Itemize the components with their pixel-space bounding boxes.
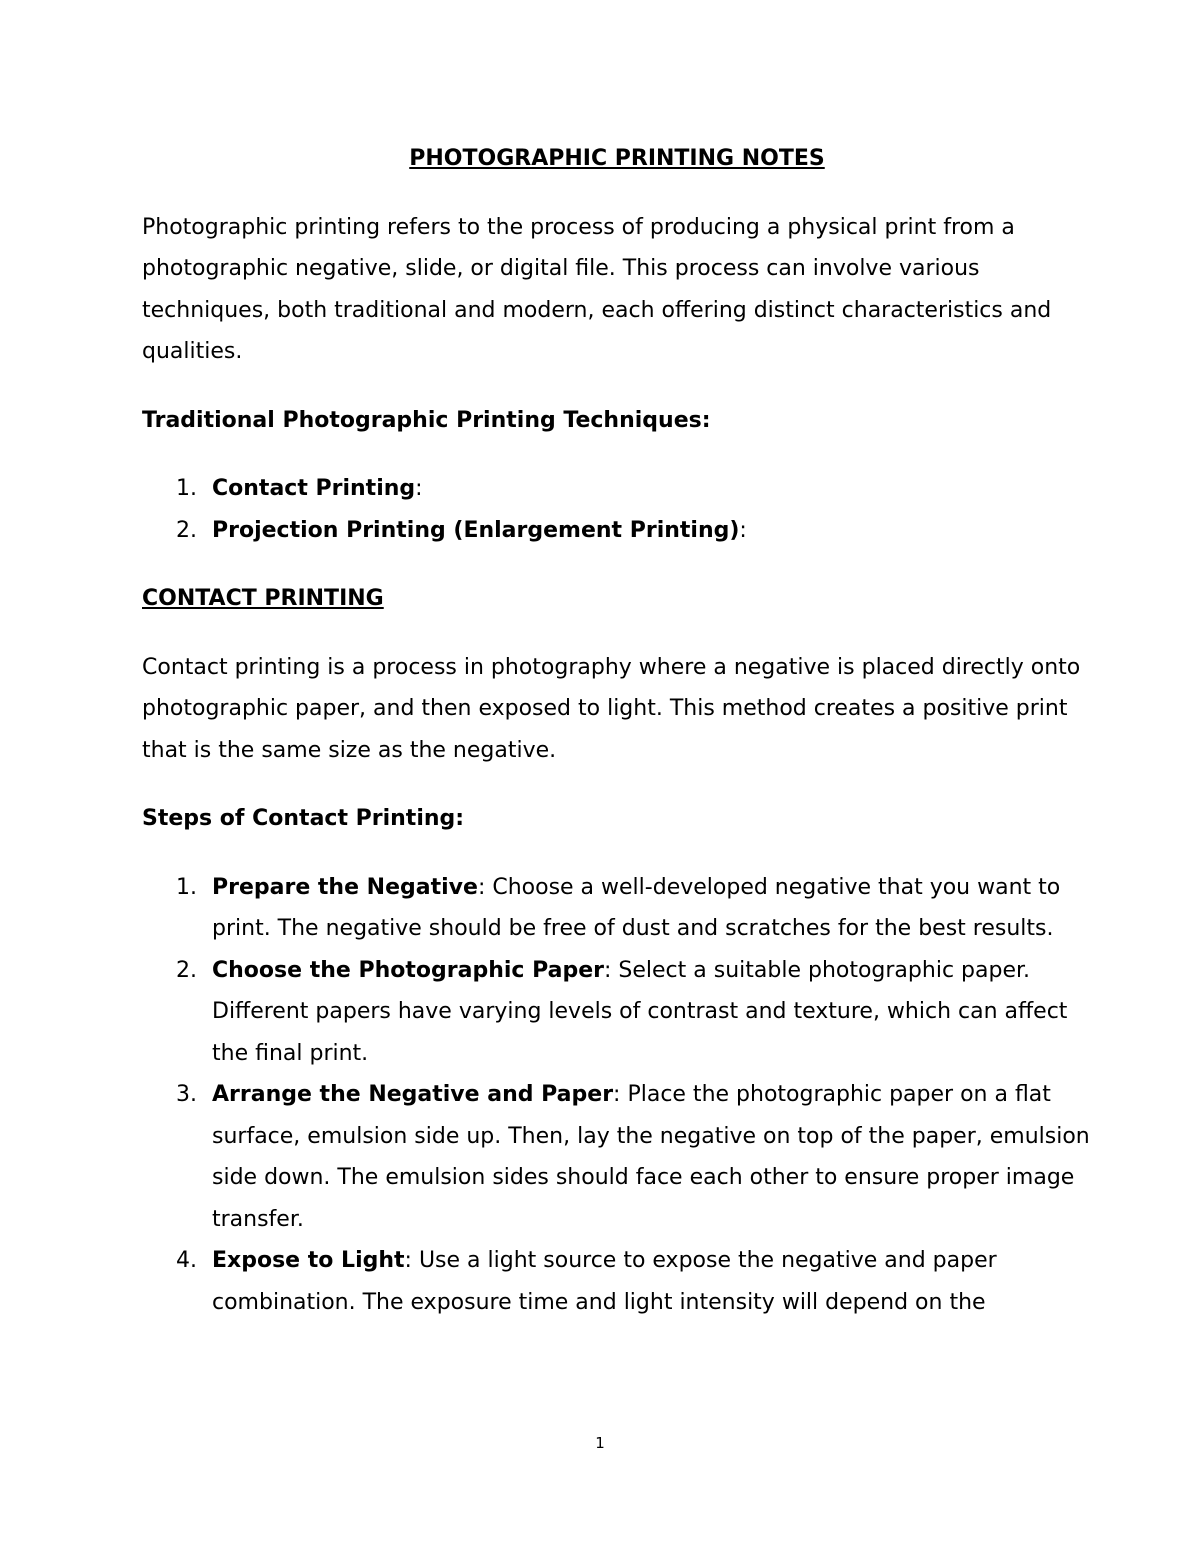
list-item — [142, 950, 1092, 1075]
list-text: : Place the photographic paper on a flat surface, emulsion side up. Then, lay the negative on top of the paper, emulsion side down. The emulsion sides should face each other to ensure proper image transfer. — [212, 1082, 1090, 1232]
list-term: Choose the Photographic Paper — [212, 957, 604, 983]
contact-printing-heading: CONTACT PRINTING — [142, 586, 384, 611]
list-number: 4. — [176, 1248, 197, 1273]
list-number: 2. — [176, 517, 197, 543]
list-number: 1. — [176, 476, 197, 501]
list-number: 3. — [176, 1082, 197, 1107]
document-title: PHOTOGRAPHIC PRINTING NOTES — [409, 146, 825, 171]
steps-list — [142, 867, 1092, 1324]
list-item — [142, 510, 1092, 552]
list-text: : Use a light source to expose the negative and paper combination. The exposure time and light intensity will depend on the — [212, 1248, 997, 1315]
list-text: : — [415, 476, 423, 501]
list-number: 2. — [176, 957, 197, 983]
list-term: Prepare the Negative — [212, 874, 478, 900]
document-content — [142, 138, 1092, 1350]
list-item — [142, 867, 1092, 950]
list-text: : Select a suitable photographic paper. Different papers have varying levels of contrast and texture, which can affect the final print. — [212, 957, 1068, 1066]
list-term: Expose to Light — [212, 1248, 405, 1273]
techniques-list — [142, 468, 1092, 551]
list-term: Contact Printing — [212, 476, 416, 501]
list-text: : — [739, 517, 747, 543]
intro-paragraph: Photographic printing refers to the process of producing a physical print from a photographic negative, slide, or digital file. This process can involve various techniques, both traditional and modern, each offering distinct characteristics and qualities. — [142, 214, 1052, 364]
list-term: Projection Printing (Enlargement Printing) — [212, 517, 740, 543]
list-number: 1. — [176, 874, 197, 900]
list-item — [142, 468, 1092, 510]
list-item — [142, 1240, 1092, 1323]
list-term: Arrange the Negative and Paper — [212, 1082, 614, 1107]
list-item — [142, 1074, 1092, 1240]
page-number: 1 — [595, 1434, 605, 1452]
traditional-techniques-heading: Traditional Photographic Printing Techniques: — [142, 407, 711, 433]
steps-heading: Steps of Contact Printing: — [142, 806, 465, 831]
contact-printing-paragraph: Contact printing is a process in photography where a negative is placed directly onto photographic paper, and then exposed to light. This method creates a positive print that is the same size as the negative. — [142, 654, 1081, 763]
list-text: : Choose a well-developed negative that you want to print. The negative should be free of dust and scratches for the best results. — [212, 874, 1061, 941]
